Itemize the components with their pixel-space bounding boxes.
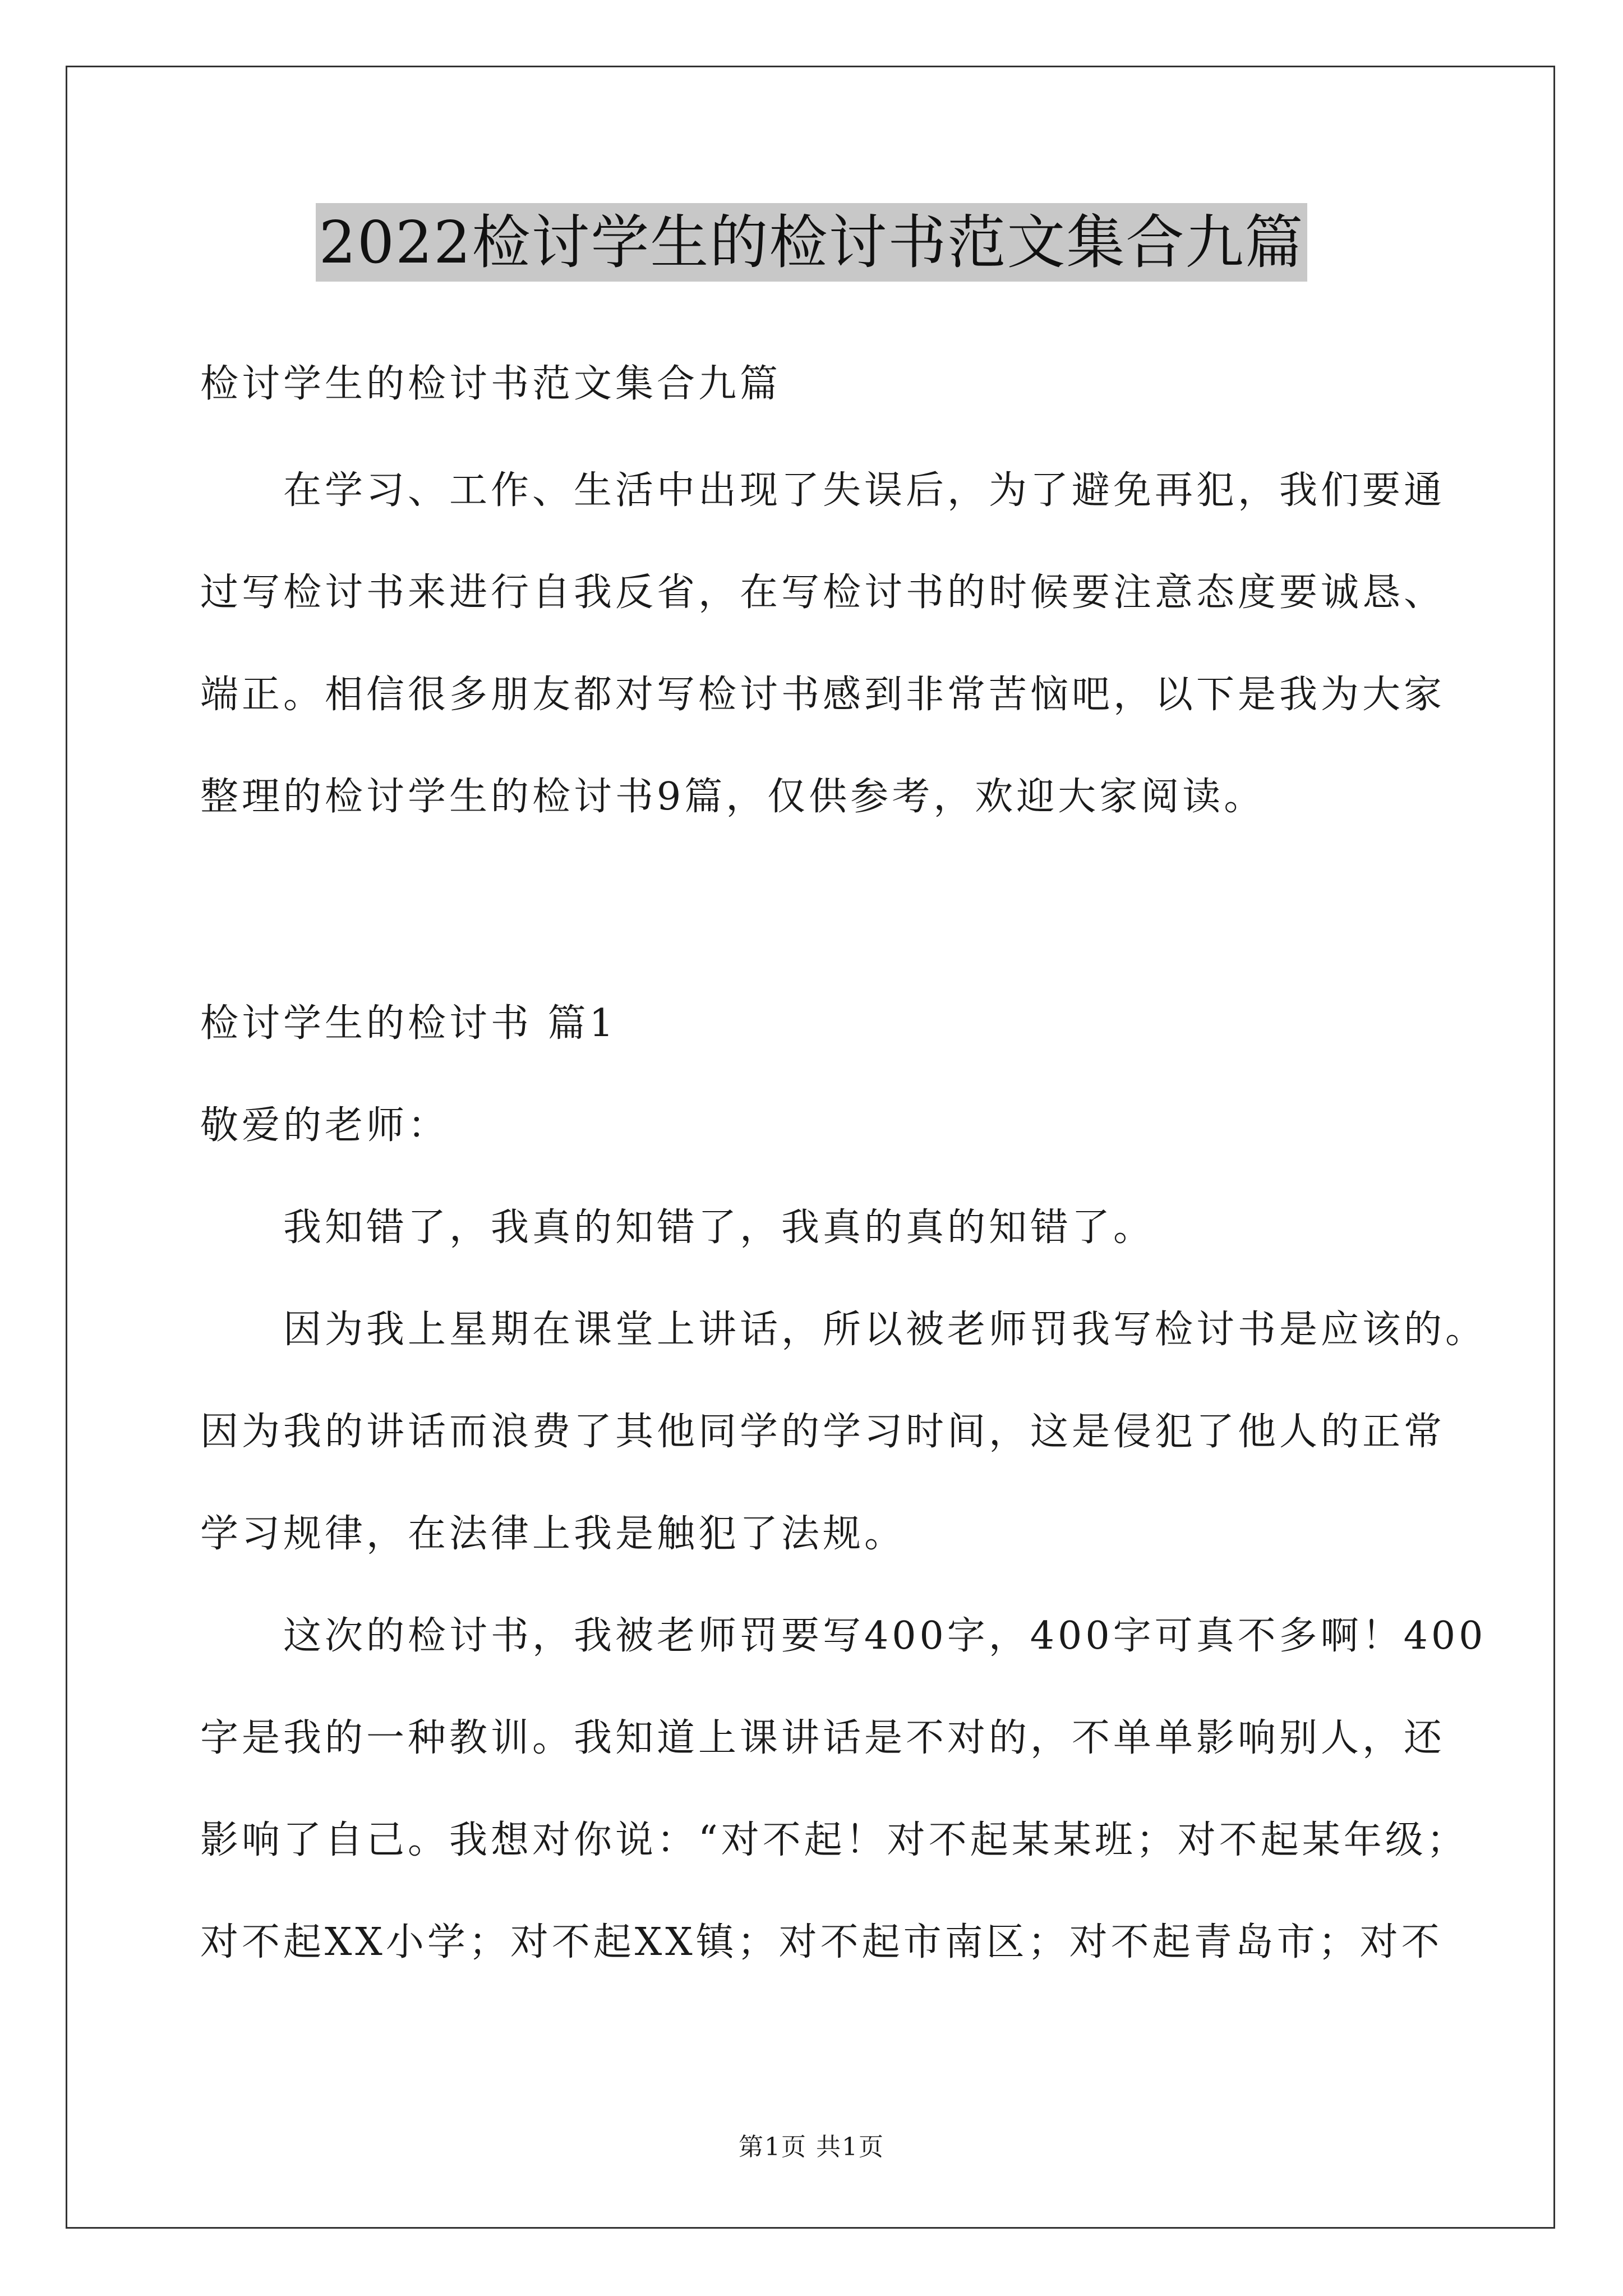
intro-line-3: 端正。相信很多朋友都对写检讨书感到非常苦恼吧，以下是我为大家 (200, 673, 1446, 717)
paragraph-3-line-1: 这次的检讨书，我被老师罚要写400字，400字可真不多啊！400 (283, 1614, 1487, 1658)
paragraph-1: 我知错了，我真的知错了，我真的真的知错了。 (283, 1205, 1155, 1250)
intro-line-2: 过写检讨书来进行自我反省，在写检讨书的时候要注意态度要诚恳、 (200, 570, 1446, 615)
document-title: 2022检讨学生的检讨书范文集合九篇 (316, 203, 1308, 282)
section-heading: 检讨学生的检讨书 篇1 (200, 1001, 617, 1046)
title-container (0, 203, 1623, 282)
document-subtitle: 检讨学生的检讨书范文集合九篇 (200, 362, 782, 406)
intro-line-1: 在学习、工作、生活中出现了失误后，为了避免再犯，我们要通 (283, 468, 1446, 513)
salutation: 敬爱的老师： (200, 1103, 450, 1148)
intro-line-4: 整理的检讨学生的检讨书9篇，仅供参考，欢迎大家阅读。 (200, 775, 1266, 819)
paragraph-2-line-2: 因为我的讲话而浪费了其他同学的学习时间，这是侵犯了他人的正常 (200, 1410, 1446, 1454)
paragraph-3-line-3: 影响了自己。我想对你说：“对不起！对不起某某班；对不起某年级； (200, 1818, 1468, 1862)
paragraph-3-line-4: 对不起XX小学；对不起XX镇；对不起市南区；对不起青岛市；对不 (200, 1920, 1443, 1964)
paragraph-2-line-3: 学习规律，在法律上我是触犯了法规。 (200, 1512, 906, 1556)
paragraph-3-line-2: 字是我的一种教训。我知道上课讲话是不对的，不单单影响别人，还 (200, 1716, 1446, 1760)
page-footer: 第1页 共1页 (739, 2133, 884, 2161)
paragraph-2-line-1: 因为我上星期在课堂上讲话，所以被老师罚我写检讨书是应该的。 (283, 1308, 1487, 1352)
